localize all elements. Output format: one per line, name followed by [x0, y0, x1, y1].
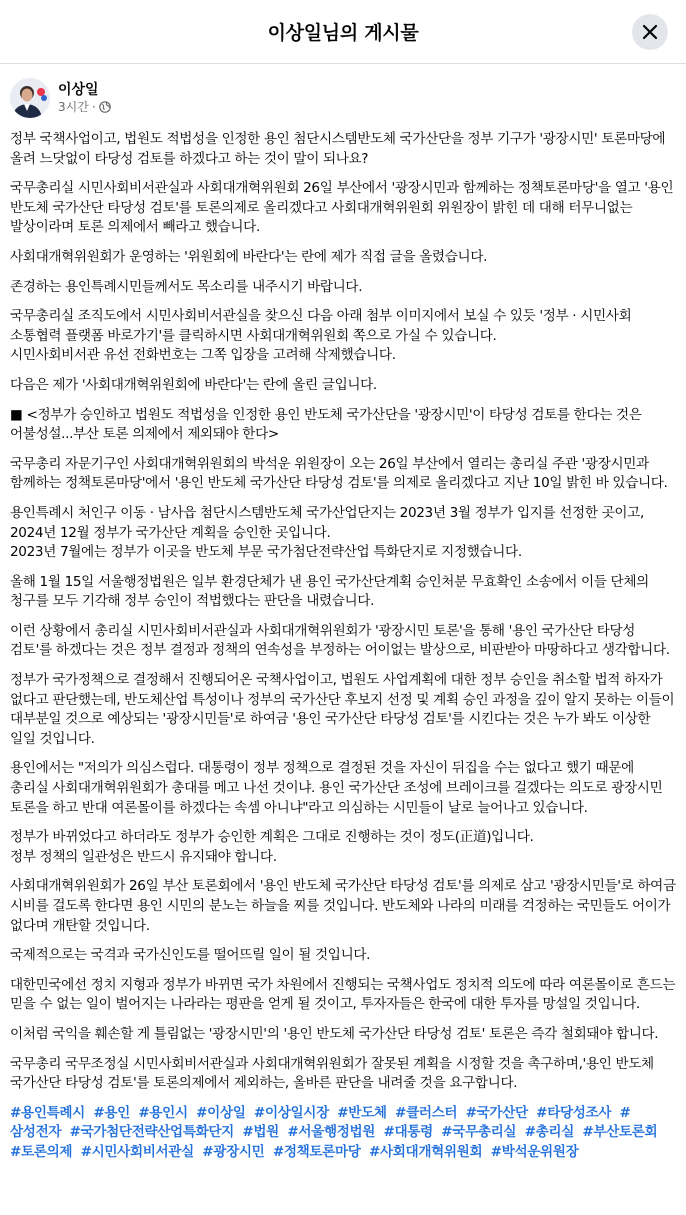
post-paragraph	[10, 828, 676, 867]
paragraph-line: 정부가 국가정책으로 결정해서 진행되어온 국책사업이고, 법원도 사업계획에 대한 정부 승인을 취소할 법적 하자가 없다고 판단했는데, 반도체산업 특성이나 정부의 국가산단 후보지 선정 및 계획 승인 과정을 깊이 알지 못하는 이들이 대부분일 것으로 예상되는 '광장시민들'로 하여금 '용인 국가산단 타당성 검토'를 시킨다는 것은 누가 봐도 이상한 일일 것입니다.	[10, 672, 675, 747]
post-time[interactable]: 3시간	[58, 100, 89, 114]
post-paragraph	[10, 1025, 676, 1045]
hashtag-link[interactable]: #타당성조사	[536, 1104, 612, 1121]
paragraph-line: 국무총리 국무조정실 시민사회비서관실과 사회대개혁위원회가 잘못된 계획을 시정할 것을 촉구하며,'용인 반도체 국가산단 타당성 검토'를 토론의제에서 제외하는, 올바른 판단을 내려줄 것을 요구합니다.	[10, 1055, 654, 1092]
hashtag-link[interactable]: #박석운위원장	[490, 1143, 579, 1160]
hashtag-link[interactable]: #용인	[93, 1104, 130, 1121]
hashtag-link[interactable]: #용인시	[138, 1104, 188, 1121]
dialog-title: 이상일님의 게시물	[267, 22, 419, 44]
hashtag-link[interactable]: #국가첨단전략산업특화단지	[69, 1124, 234, 1141]
post-paragraph	[10, 179, 676, 238]
hashtag-link[interactable]: #광장시민	[202, 1143, 265, 1160]
paragraph-line: 정부 정책의 일관성은 반드시 유지돼야 합니다.	[10, 848, 277, 865]
post-dialog-header	[0, 0, 686, 64]
paragraph-line: 시민사회비서관 유선 전화번호는 그쪽 입장을 고려해 삭제했습니다.	[10, 347, 396, 364]
hashtag-link[interactable]: #이상일시장	[253, 1104, 329, 1121]
post-paragraph	[10, 877, 676, 936]
hashtag-link[interactable]: #용인특례시	[10, 1104, 85, 1121]
post-paragraph	[10, 455, 676, 494]
avatar[interactable]	[10, 78, 50, 118]
paragraph-line: 올해 1월 15일 서울행정법원은 일부 환경단체가 낸 용인 국가산단계획 승인처분 무효확인 소송에서 이들 단체의 청구를 모두 기각해 정부 승인이 적법했다는 판단을 내렸습니다.	[10, 573, 649, 610]
post-paragraph	[10, 278, 676, 298]
meta-separator: ·	[91, 100, 96, 114]
post-paragraph	[10, 406, 676, 445]
hashtag-link[interactable]: #서울행정법원	[287, 1124, 376, 1141]
post-meta	[58, 99, 111, 115]
paragraph-line: 이처럼 국익을 훼손할 게 틀림없는 '광장시민'의 '용인 반도체 국가산단 타당성 검토' 토론은 즉각 철회돼야 합니다.	[10, 1025, 659, 1042]
post-paragraph	[10, 946, 676, 966]
paragraph-line: 정부가 바뀌었다고 하더라도 정부가 승인한 계획은 그대로 진행하는 것이 정도(正道)입니다.	[10, 829, 534, 846]
hashtag-list	[10, 1104, 676, 1163]
profile-photo	[10, 78, 50, 118]
globe-icon	[99, 101, 111, 113]
post-author	[0, 64, 686, 122]
hashtag-link[interactable]: #대통령	[383, 1124, 433, 1141]
post-paragraph	[10, 622, 676, 661]
post-paragraph	[10, 976, 676, 1015]
author-name[interactable]: 이상일	[58, 82, 99, 98]
paragraph-line: 국무총리실 조직도에서 시민사회비서관실을 찾으신 다음 아래 첨부 이미지에서 보실 수 있듯 '정부 · 시민사회 소통협력 플랫폼 바로가기'를 클릭하시면 사회대개혁위원회 쪽으로 가실 수 있습니다.	[10, 308, 632, 344]
post-paragraph	[10, 759, 676, 818]
paragraph-line: 국무총리실 시민사회비서관실과 사회대개혁위원회 26일 부산에서 '광장시민과 함께하는 정책토론마당'을 열고 '용인 반도체 국가산단 타당성 검토'를 토론의제로 올리겠다고 사회대개혁위원회 위원장이 밝힌 데 대해 터무니없는 발상이라며 토론 의제에서 빼라고 했습니다.	[10, 180, 674, 236]
hashtag-link[interactable]: #토론의제	[10, 1143, 73, 1160]
hashtag-link[interactable]: #총리실	[524, 1124, 574, 1141]
paragraph-line: 대한민국에선 정치 지형과 정부가 바뀌면 국가 차원에서 진행되는 국책사업도 정치적 의도에 따라 여론몰이로 흔드는 믿을 수 없는 일이 벌어지는 나라라는 평판을 얻게 될 것이고, 투자자들은 한국에 대한 투자를 망설일 것입니다.	[10, 976, 676, 1013]
paragraph-line: 사회대개혁위원회가 운영하는 '위원회에 바란다'는 란에 제가 직접 글을 올렸습니다.	[10, 248, 488, 265]
hashtag-link[interactable]: #부산토론회	[582, 1124, 658, 1141]
hashtag-link[interactable]: #클러스터	[395, 1104, 458, 1121]
paragraph-line: 2023년 7월에는 정부가 이곳을 반도체 부문 국가첨단전략산업 특화단지로 지정했습니다.	[10, 544, 522, 561]
paragraph-line: 다음은 제가 '사회대개혁위원회에 바란다'는 란에 올린 글입니다.	[10, 376, 377, 393]
hashtag-link[interactable]: #사회대개혁위원회	[368, 1143, 483, 1160]
paragraph-line: 존경하는 용인특례시민들께서도 목소리를 내주시기 바랍니다.	[10, 278, 363, 295]
paragraph-line: ■ <정부가 승인하고 법원도 적법성을 인정한 용인 반도체 국가산단을 '광장시민'이 타당성 검토를 한다는 것은 어불성설...부산 토론 의제에서 제외돼야 한다>	[10, 406, 642, 443]
post-paragraph	[10, 248, 676, 268]
close-icon	[642, 24, 658, 40]
paragraph-line: 국무총리 자문기구인 사회대개혁위원회의 박석운 위원장이 오는 26일 부산에서 열리는 총리실 주관 '광장시민과 함께하는 정책토론마당'에서 '용인 반도체 국가산단 타당성 검토'를 의제로 올리겠다고 지난 10일 밝힌 바 있습니다.	[10, 455, 668, 492]
post-paragraph	[10, 671, 676, 749]
paragraph-line: 국제적으로는 국격과 국가신인도를 떨어뜨릴 일이 될 것입니다.	[10, 947, 371, 964]
hashtag-link[interactable]: #반도체	[337, 1104, 387, 1121]
paragraph-line: 사회대개혁위원회가 26일 부산 토론회에서 '용인 반도체 국가산단 타당성 검토'를 의제로 삼고 '광장시민들'로 하여금 시비를 걸도록 한다면 용인 시민의 분노는 하늘을 찌를 것입니다. 반도체와 나라의 미래를 걱정하는 국민들도 어이가 없다며 개탄할 것입니다.	[10, 878, 676, 934]
post-paragraph	[10, 573, 676, 612]
hashtag-link[interactable]: #법원	[242, 1124, 279, 1141]
post-paragraph	[10, 376, 676, 396]
paragraph-line: 정부 국책사업이고, 법원도 적법성을 인정한 용인 첨단시스템반도체 국가산단을 정부 기구가 '광장시민' 토론마당에 올려 느닷없이 타당성 검토를 하겠다고 하는 것이 말이 되나요?	[10, 131, 666, 167]
close-button[interactable]	[632, 14, 668, 50]
hashtag-link[interactable]: #삼성전자	[10, 1104, 631, 1141]
paragraph-line: 용인에서는 "저의가 의심스럽다. 대통령이 정부 정책으로 결정된 것을 자신이 뒤집을 수는 없다고 했기 때문에 총리실 사회대개혁위원회가 총대를 메고 나선 것이냐. 용인 국가산단 조성에 브레이크를 걸겠다는 의도로 광장시민 토론을 하고 반대 여론몰이를 하겠다는 속셈 아니냐"라고 의심하는 시민들이 날로 늘어나고 있습니다.	[10, 760, 663, 816]
post-body	[0, 122, 686, 1163]
post-paragraph	[10, 1055, 676, 1094]
paragraph-line: 용인특례시 처인구 이동 · 남사읍 첨단시스템반도체 국가산업단지는 2023년 3월 정부가 입지를 선정한 곳이고, 2024년 12월 정부가 국가산단 계획을 승인한 곳입니다.	[10, 504, 644, 541]
author-info	[58, 81, 111, 115]
hashtag-link[interactable]: #국무총리실	[441, 1124, 517, 1141]
hashtag-link[interactable]: #정책토론마당	[272, 1143, 361, 1160]
hashtag-link[interactable]: #시민사회비서관실	[80, 1143, 194, 1160]
hashtag-link[interactable]: #국가산단	[465, 1104, 528, 1121]
hashtag-link[interactable]: #이상일	[196, 1104, 246, 1121]
post-paragraph	[10, 130, 676, 169]
post-paragraph	[10, 504, 676, 563]
post-paragraph	[10, 307, 676, 366]
paragraph-line: 이런 상황에서 총리실 시민사회비서관실과 사회대개혁위원회가 '광장시민 토론'을 통해 '용인 국가산단 타당성 검토'를 하겠다는 것은 정부 결정과 정책의 연속성을 부정하는 어이없는 발상으로, 비판받아 마땅하다고 생각합니다.	[10, 622, 670, 659]
